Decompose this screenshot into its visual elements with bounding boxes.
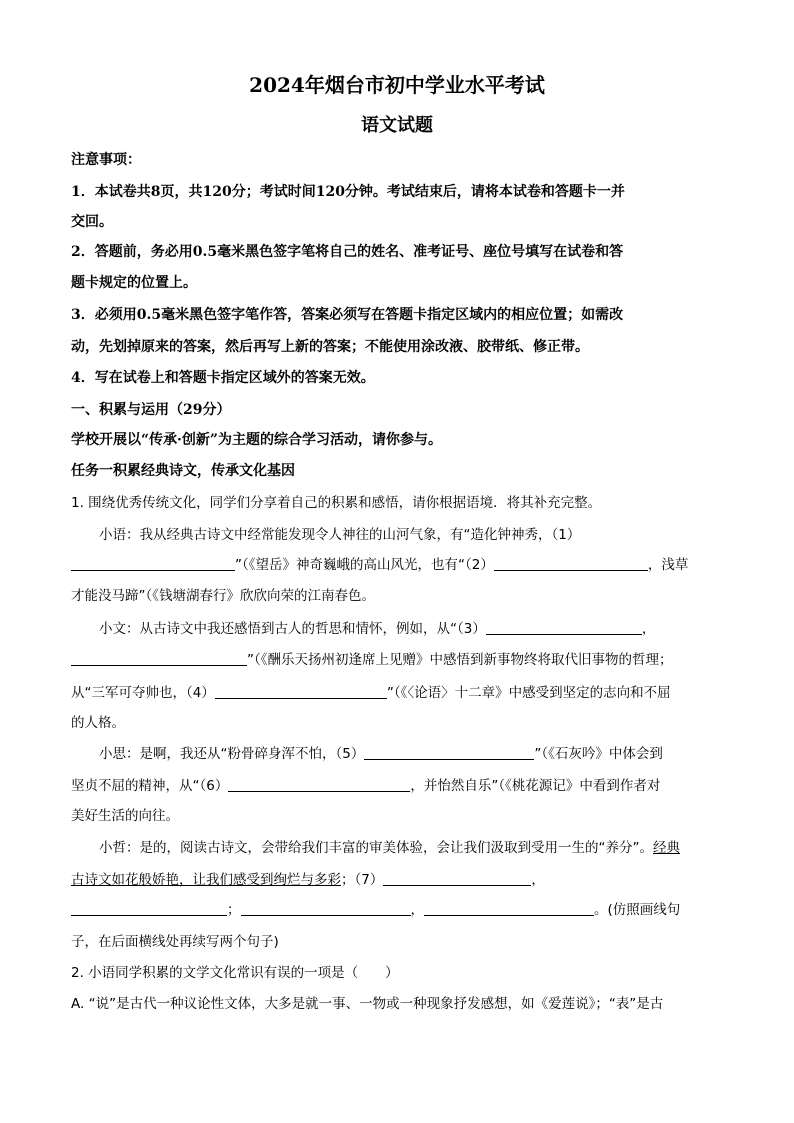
- note-4: 4．写在试卷上和答题卡指定区域外的答案无效。: [71, 370, 375, 386]
- note-3-line-1: 3．必须用0.5毫米黑色签字笔作答，答案必须写在答题卡指定区域内的相应位置；如需改: [71, 307, 624, 323]
- underlined-sentence: 经典: [653, 840, 680, 856]
- section-1-heading: 一、积累与运用（29分）: [71, 402, 231, 418]
- q1-text: ，浅草: [647, 557, 689, 573]
- section-1-intro: 学校开展以“传承·创新”为主题的综合学习活动，请你参与。: [71, 432, 442, 448]
- q1-para-2-line-3: [71, 683, 717, 703]
- note-1-line-1: 1．本试卷共8页，共120分；考试时间120分钟。考试结束后，请将本试卷和答题卡一并: [71, 184, 625, 200]
- note-1-line-2: 交回。: [71, 214, 113, 230]
- q1-text: ，: [410, 902, 424, 918]
- q1-text: ”（《〈论语〉十二章》中感受到坚定的志向和不屈: [386, 685, 671, 701]
- page-subtitle: 语文试题: [361, 115, 433, 136]
- q1-text: ”（《望岳》神奇巍峨的高山风光，也有“（2）: [235, 557, 494, 573]
- question-2-option-a: A. “说”是古代一种议论性文体，大多是就一事、一物或一种现象抒发感想，如《爱莲说》；“表”是古: [71, 996, 664, 1012]
- answer-blank-6[interactable]: [228, 777, 410, 792]
- note-2-line-1: 2．答题前，务必用0.5毫米黑色签字笔将自己的姓名、准考证号、座位号填写在试卷和答: [71, 244, 624, 260]
- q1-text: 小语：我从经典古诗文中经常能发现令人神往的山河气象，有“造化钟神秀，（1）: [99, 527, 581, 543]
- q1-text: ”（《酬乐天扬州初逢席上见赠》中感悟到新事物终将取代旧事物的哲理；: [247, 652, 673, 668]
- q1-text: ，并怡然自乐”（《桃花源记》中看到作者对: [410, 778, 661, 794]
- answer-blank-2[interactable]: [494, 556, 648, 571]
- q1-para-3-line-3: 美好生活的向往。: [71, 808, 179, 824]
- q1-text: ；: [227, 902, 241, 918]
- answer-blank-7c[interactable]: [241, 901, 411, 916]
- q1-para-1-line-1: [71, 525, 745, 545]
- q1-para-3-line-1: [71, 744, 745, 764]
- q1-text: ，: [641, 621, 656, 637]
- q1-text: 小文：从古诗文中我还感悟到古人的哲思和情怀，例如，从“（3）: [99, 621, 486, 637]
- task-1-heading: 任务一积累经典诗文，传承文化基因: [71, 463, 295, 479]
- q1-para-2-line-2: [71, 650, 717, 670]
- answer-blank-7d[interactable]: [424, 901, 594, 916]
- underlined-sentence: 古诗文如花般娇艳，让我们感受到绚烂与多彩: [71, 872, 341, 888]
- q1-text: 小思：是啊，我还从“粉骨碎身浑不怕，（5）: [99, 746, 365, 762]
- q1-text: ，: [531, 872, 545, 888]
- q1-para-4-line-1: [71, 838, 745, 858]
- q1-para-3-line-2: [71, 776, 717, 796]
- answer-blank-3b[interactable]: [71, 651, 247, 666]
- question-2-stem: 2. 小语同学积累的文学文化常识有误的一项是（ ）: [71, 965, 399, 981]
- answer-blank-1[interactable]: [71, 556, 235, 571]
- q1-para-1-line-3: 才能没马蹄”（《钱塘湖春行》欣欣向荣的江南春色。: [71, 588, 375, 604]
- q1-text: 。(仿照画线句: [594, 902, 681, 918]
- notes-heading: 注意事项：: [71, 152, 141, 168]
- q1-para-4-line-2: [71, 870, 717, 890]
- q1-para-4-line-4: 子，在后面横线处再续写两个句子): [71, 934, 279, 950]
- q1-text: 小哲：是的，阅读古诗文，会带给我们丰富的审美体验，会让我们汲取到受用一生的“养分”。: [99, 840, 653, 856]
- q1-text: ；（7）: [341, 872, 384, 888]
- page-title: 2024年烟台市初中学业水平考试: [249, 73, 545, 97]
- answer-blank-4[interactable]: [215, 684, 387, 699]
- question-1-stem: 1. 围绕优秀传统文化，同学们分享着自己的积累和感悟，请你根据语境．将其补充完整。: [71, 495, 602, 511]
- q1-para-4-line-3: [71, 900, 717, 920]
- note-3-line-2: 动，先划掉原来的答案，然后再写上新的答案；不能使用涂改液、胶带纸、修正带。: [71, 339, 589, 355]
- answer-blank-7b[interactable]: [71, 901, 227, 916]
- q1-text: ”（《石灰吟》中体会到: [534, 746, 663, 762]
- answer-blank-7a[interactable]: [383, 871, 531, 886]
- note-2-line-2: 题卡规定的位置上。: [71, 275, 197, 291]
- answer-blank-3a[interactable]: [486, 620, 642, 635]
- answer-blank-5[interactable]: [364, 745, 534, 760]
- q1-para-2-line-4: 的人格。: [71, 715, 125, 731]
- q1-para-1-line-2: [71, 555, 717, 575]
- q1-text: 从“三军可夺帅也，（4）: [71, 685, 215, 701]
- q1-text: 坚贞不屈的精神，从“（6）: [71, 778, 229, 794]
- q1-para-2-line-1: [71, 619, 745, 639]
